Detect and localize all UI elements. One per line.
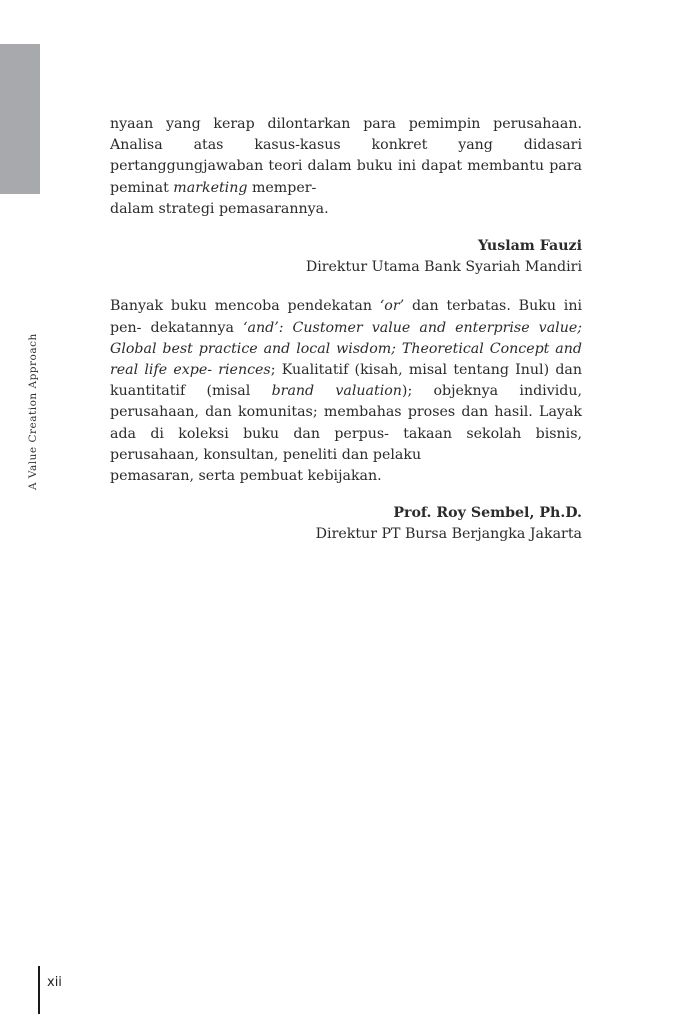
- signature-1-title: Direktur Utama Bank Syariah Mandiri: [305, 259, 582, 276]
- signature-2-title: Direktur PT Bursa Berjangka Jakarta: [315, 526, 582, 543]
- signature-2-name: Prof. Roy Sembel, Ph.D.: [393, 505, 582, 522]
- paragraph-2: [110, 296, 582, 487]
- paragraph-2-last-line: pemasaran, serta pembuat kebijakan.: [110, 468, 382, 485]
- page-content: [110, 114, 582, 564]
- paragraph-2-s5: ; Kualitatif (kisah, misal tentang Inul) dan kuantitatif (misal: [110, 362, 583, 400]
- paragraph-1-line-4: dalam strategi pemasarannya.: [110, 200, 329, 217]
- paragraph-2-s7: ); objeknya individu, perusahaan, dan komunitas; membahas proses dan hasil. Layak ada di koleksi buku dan perpus- takaan sekolah bisnis, perusahaan, konsultan, peneliti dan pelaku: [110, 383, 582, 463]
- paragraph-1-line-3-a: dalam buku ini dapat membantu para peminat: [110, 158, 582, 196]
- paragraph-2-italic-brand: brand valuation: [271, 383, 402, 400]
- signature-1-name: Yuslam Fauzi: [478, 238, 582, 255]
- folio-rule: [38, 966, 40, 1014]
- paragraph-1-line-2: atas kasus-kasus konkret yang didasari pertanggungjawaban teori: [110, 137, 583, 175]
- paragraph-1: [110, 114, 582, 220]
- paragraph-1-line-3-b: memper-: [247, 179, 317, 196]
- paragraph-2-s3: dan terbatas. Buku ini pen- dekatannya: [110, 298, 582, 336]
- paragraph-1-italic-marketing: marketing: [173, 179, 248, 196]
- paragraph-1-line-1: nyaan yang kerap dilontarkan para pemimpin perusahaan. Analisa: [110, 116, 582, 154]
- paragraph-2-italic-or: ‘or’: [379, 298, 405, 315]
- paragraph-2-s1: Banyak buku mencoba pendekatan: [110, 298, 380, 315]
- paragraph-2-italic-and: ‘and’: Customer value and enterprise value; Global best practice and local wisdom; Theoretical Concept and real life expe- riences: [110, 319, 583, 379]
- side-tab-marker: [0, 44, 40, 194]
- page-number: xii: [47, 975, 62, 990]
- running-title: A Value Creation Approach: [27, 333, 39, 490]
